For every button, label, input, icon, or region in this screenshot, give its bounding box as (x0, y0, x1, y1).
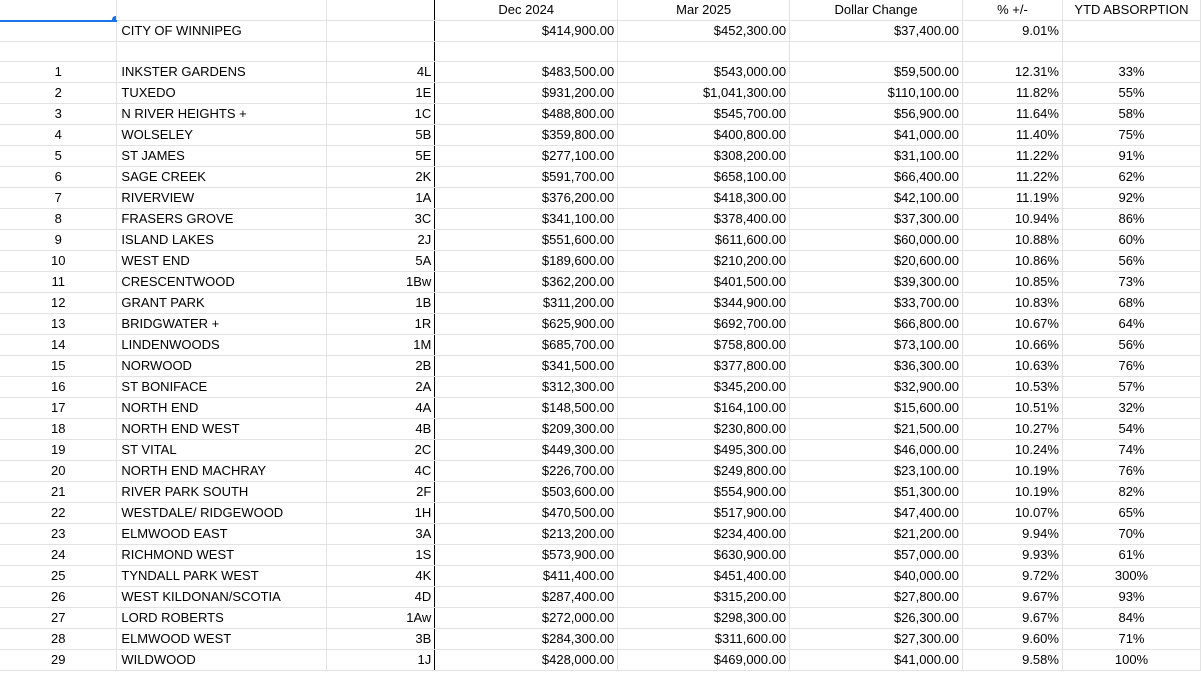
table-row (0, 608, 1201, 629)
cell-pct[interactable]: 9.93% (963, 545, 1063, 566)
cell-dollar-change[interactable]: $47,400.00 (790, 503, 963, 524)
cell-neighbourhood[interactable]: NORTH END (117, 398, 327, 419)
cell-code[interactable]: 4B (327, 419, 435, 440)
cell-ytd[interactable]: 54% (1062, 419, 1200, 440)
cell-mar[interactable]: $164,100.00 (618, 398, 790, 419)
cell-pct[interactable]: 11.19% (963, 188, 1063, 209)
cell-empty[interactable] (0, 42, 117, 62)
cell-rank[interactable]: 4 (0, 125, 117, 146)
cell-pct[interactable]: 10.19% (963, 482, 1063, 503)
cell-dec[interactable]: $277,100.00 (435, 146, 618, 167)
cell-ytd[interactable]: 75% (1062, 125, 1200, 146)
cell-rank[interactable]: 1 (0, 62, 117, 83)
cell-mar[interactable]: $1,041,300.00 (618, 83, 790, 104)
table-row (0, 230, 1201, 251)
cell-ytd[interactable]: 61% (1062, 545, 1200, 566)
cell-code[interactable]: 1A (327, 188, 435, 209)
table-row (0, 335, 1201, 356)
cell-mar[interactable]: $401,500.00 (618, 272, 790, 293)
cell-mar[interactable]: $418,300.00 (618, 188, 790, 209)
cell-dec[interactable]: $449,300.00 (435, 440, 618, 461)
cell-code[interactable]: 2F (327, 482, 435, 503)
cell-neighbourhood[interactable]: WOLSELEY (117, 125, 327, 146)
header-ytd-absorption[interactable]: YTD ABSORPTION (1062, 0, 1200, 21)
cell-mar[interactable]: $298,300.00 (618, 608, 790, 629)
table-row (0, 104, 1201, 125)
cell-ytd[interactable]: 57% (1062, 377, 1200, 398)
cell-dec[interactable]: $470,500.00 (435, 503, 618, 524)
cell-mar[interactable]: $311,600.00 (618, 629, 790, 650)
cell-pct[interactable]: 9.67% (963, 608, 1063, 629)
cell-pct[interactable]: 9.58% (963, 650, 1063, 671)
cell-mar[interactable]: $611,600.00 (618, 230, 790, 251)
cell-dec[interactable]: $625,900.00 (435, 314, 618, 335)
cell-rank[interactable]: 15 (0, 356, 117, 377)
table-row (0, 356, 1201, 377)
cell-dollar-change[interactable]: $46,000.00 (790, 440, 963, 461)
cell-ytd[interactable]: 91% (1062, 146, 1200, 167)
cell-pct[interactable]: 11.82% (963, 83, 1063, 104)
cell-ytd[interactable]: 300% (1062, 566, 1200, 587)
cell-ytd[interactable]: 56% (1062, 335, 1200, 356)
cell-code[interactable]: 3B (327, 629, 435, 650)
cell-dec[interactable]: $226,700.00 (435, 461, 618, 482)
cell-code[interactable]: 2J (327, 230, 435, 251)
cell-ytd[interactable]: 92% (1062, 188, 1200, 209)
cell-pct[interactable]: 10.85% (963, 272, 1063, 293)
cell-empty[interactable] (790, 42, 963, 62)
cell-mar[interactable]: $554,900.00 (618, 482, 790, 503)
cell-empty[interactable] (0, 21, 117, 42)
cell-neighbourhood[interactable]: RIVERVIEW (117, 188, 327, 209)
cell-dec[interactable]: $551,600.00 (435, 230, 618, 251)
cell-rank[interactable]: 17 (0, 398, 117, 419)
cell-mar[interactable]: $495,300.00 (618, 440, 790, 461)
cell-mar[interactable]: $210,200.00 (618, 251, 790, 272)
cell-empty[interactable] (327, 21, 435, 42)
cell-ytd[interactable]: 60% (1062, 230, 1200, 251)
cell-code[interactable]: 2K (327, 167, 435, 188)
cell-rank[interactable]: 11 (0, 272, 117, 293)
cell-pct[interactable]: 10.19% (963, 461, 1063, 482)
city-dec[interactable]: $414,900.00 (435, 21, 618, 42)
cell-rank[interactable]: 9 (0, 230, 117, 251)
cell-dollar-change[interactable]: $27,300.00 (790, 629, 963, 650)
cell-code[interactable]: 1C (327, 104, 435, 125)
cell-dec[interactable]: $148,500.00 (435, 398, 618, 419)
cell-dollar-change[interactable]: $66,800.00 (790, 314, 963, 335)
table-row (0, 398, 1201, 419)
cell-neighbourhood[interactable]: TUXEDO (117, 83, 327, 104)
header-mar[interactable]: Mar 2025 (618, 0, 790, 21)
cell-rank[interactable]: 7 (0, 188, 117, 209)
table-row (0, 125, 1201, 146)
cell-rank[interactable]: 20 (0, 461, 117, 482)
cell-dollar-change[interactable]: $23,100.00 (790, 461, 963, 482)
cell-pct[interactable]: 10.66% (963, 335, 1063, 356)
cell-dec[interactable]: $931,200.00 (435, 83, 618, 104)
cell-code[interactable]: 1H (327, 503, 435, 524)
cell-mar[interactable]: $249,800.00 (618, 461, 790, 482)
cell-pct[interactable]: 10.27% (963, 419, 1063, 440)
cell-mar[interactable]: $315,200.00 (618, 587, 790, 608)
cell-code[interactable]: 1Aw (327, 608, 435, 629)
cell-ytd[interactable]: 93% (1062, 587, 1200, 608)
cell-ytd[interactable]: 73% (1062, 272, 1200, 293)
cell-mar[interactable]: $451,400.00 (618, 566, 790, 587)
cell-dec[interactable]: $362,200.00 (435, 272, 618, 293)
cell-dollar-change[interactable]: $41,000.00 (790, 125, 963, 146)
cell-dollar-change[interactable]: $37,300.00 (790, 209, 963, 230)
cell-dec[interactable]: $685,700.00 (435, 335, 618, 356)
cell-dollar-change[interactable]: $73,100.00 (790, 335, 963, 356)
cell-neighbourhood[interactable]: ST BONIFACE (117, 377, 327, 398)
city-change[interactable]: $37,400.00 (790, 21, 963, 42)
table-row (0, 146, 1201, 167)
cell-empty[interactable] (327, 42, 435, 62)
cell-neighbourhood[interactable]: ISLAND LAKES (117, 230, 327, 251)
cell-rank[interactable]: 28 (0, 629, 117, 650)
cell-dollar-change[interactable]: $110,100.00 (790, 83, 963, 104)
cell-ytd[interactable]: 65% (1062, 503, 1200, 524)
table-row (0, 188, 1201, 209)
cell-ytd[interactable]: 56% (1062, 251, 1200, 272)
cell-dec[interactable]: $591,700.00 (435, 167, 618, 188)
table-row (0, 461, 1201, 482)
cell-mar[interactable]: $692,700.00 (618, 314, 790, 335)
cell-code[interactable]: 3A (327, 524, 435, 545)
table-row (0, 524, 1201, 545)
selection-handle[interactable] (111, 15, 117, 21)
cell-dollar-change[interactable]: $15,600.00 (790, 398, 963, 419)
cell-ytd[interactable]: 100% (1062, 650, 1200, 671)
cell-dollar-change[interactable]: $39,300.00 (790, 272, 963, 293)
header-row (0, 0, 1201, 21)
cell-ytd[interactable]: 82% (1062, 482, 1200, 503)
cell-neighbourhood[interactable]: LINDENWOODS (117, 335, 327, 356)
cell-rank[interactable]: 25 (0, 566, 117, 587)
cell-rank[interactable]: 12 (0, 293, 117, 314)
cell-dec[interactable]: $287,400.00 (435, 587, 618, 608)
cell-pct[interactable]: 9.67% (963, 587, 1063, 608)
cell-mar[interactable]: $230,800.00 (618, 419, 790, 440)
city-mar[interactable]: $452,300.00 (618, 21, 790, 42)
cell-dollar-change[interactable]: $41,000.00 (790, 650, 963, 671)
cell-dec[interactable]: $312,300.00 (435, 377, 618, 398)
cell-dollar-change[interactable]: $36,300.00 (790, 356, 963, 377)
cell-neighbourhood[interactable]: WEST KILDONAN/SCOTIA (117, 587, 327, 608)
city-name[interactable]: CITY OF WINNIPEG (117, 21, 327, 42)
cell-rank[interactable]: 22 (0, 503, 117, 524)
cell-code[interactable]: 4C (327, 461, 435, 482)
cell-ytd[interactable]: 32% (1062, 398, 1200, 419)
cell-mar[interactable]: $344,900.00 (618, 293, 790, 314)
cell-ytd[interactable]: 86% (1062, 209, 1200, 230)
cell-code[interactable]: 1R (327, 314, 435, 335)
cell-rank[interactable]: 2 (0, 83, 117, 104)
cell-ytd[interactable]: 76% (1062, 356, 1200, 377)
header-dollar-change[interactable]: Dollar Change (790, 0, 963, 21)
cell-dec[interactable]: $284,300.00 (435, 629, 618, 650)
cell-mar[interactable]: $658,100.00 (618, 167, 790, 188)
cell-neighbourhood[interactable]: FRASERS GROVE (117, 209, 327, 230)
cell-neighbourhood[interactable]: RICHMOND WEST (117, 545, 327, 566)
cell-pct[interactable]: 10.07% (963, 503, 1063, 524)
table-row (0, 62, 1201, 83)
cell-dollar-change[interactable]: $56,900.00 (790, 104, 963, 125)
cell-pct[interactable]: 11.22% (963, 167, 1063, 188)
cell-neighbourhood[interactable]: SAGE CREEK (117, 167, 327, 188)
cell-empty[interactable] (618, 42, 790, 62)
cell-mar[interactable]: $378,400.00 (618, 209, 790, 230)
cell-ytd[interactable]: 68% (1062, 293, 1200, 314)
cell-neighbourhood[interactable]: BRIDGWATER + (117, 314, 327, 335)
cell-ytd[interactable]: 62% (1062, 167, 1200, 188)
cell-rank[interactable]: 29 (0, 650, 117, 671)
cell-dollar-change[interactable]: $21,500.00 (790, 419, 963, 440)
cell-rank[interactable]: 19 (0, 440, 117, 461)
cell-empty[interactable] (1062, 42, 1200, 62)
cell-code[interactable]: 5A (327, 251, 435, 272)
cell-mar[interactable]: $469,000.00 (618, 650, 790, 671)
cell-dollar-change[interactable]: $60,000.00 (790, 230, 963, 251)
cell-rank[interactable]: 3 (0, 104, 117, 125)
cell-dollar-change[interactable]: $20,600.00 (790, 251, 963, 272)
cell-rank[interactable]: 13 (0, 314, 117, 335)
cell-dollar-change[interactable]: $27,800.00 (790, 587, 963, 608)
cell-dec[interactable]: $428,000.00 (435, 650, 618, 671)
cell-dollar-change[interactable]: $57,000.00 (790, 545, 963, 566)
cell-dec[interactable]: $341,500.00 (435, 356, 618, 377)
cell-code[interactable]: 2C (327, 440, 435, 461)
table-row (0, 272, 1201, 293)
table-row (0, 650, 1201, 671)
table-row (0, 251, 1201, 272)
cell-header-empty[interactable] (327, 0, 435, 21)
cell-mar[interactable]: $345,200.00 (618, 377, 790, 398)
cell-pct[interactable]: 9.72% (963, 566, 1063, 587)
cell-header-empty[interactable] (117, 0, 327, 21)
cell-dec[interactable]: $488,800.00 (435, 104, 618, 125)
cell-mar[interactable]: $400,800.00 (618, 125, 790, 146)
cell-code[interactable]: 1E (327, 83, 435, 104)
cell-rank[interactable]: 24 (0, 545, 117, 566)
cell-pct[interactable]: 11.64% (963, 104, 1063, 125)
cell-neighbourhood[interactable]: WEST END (117, 251, 327, 272)
cell-neighbourhood[interactable]: CRESCENTWOOD (117, 272, 327, 293)
header-pct[interactable]: % +/- (963, 0, 1063, 21)
cell-dollar-change[interactable]: $32,900.00 (790, 377, 963, 398)
cell-dec[interactable]: $376,200.00 (435, 188, 618, 209)
cell-mar[interactable]: $543,000.00 (618, 62, 790, 83)
cell-rank[interactable]: 26 (0, 587, 117, 608)
cell-dollar-change[interactable]: $42,100.00 (790, 188, 963, 209)
cell-mar[interactable]: $758,800.00 (618, 335, 790, 356)
city-pct[interactable]: 9.01% (963, 21, 1063, 42)
cell-code[interactable]: 1J (327, 650, 435, 671)
cell-dollar-change[interactable]: $33,700.00 (790, 293, 963, 314)
table-row (0, 503, 1201, 524)
cell-neighbourhood[interactable]: TYNDALL PARK WEST (117, 566, 327, 587)
cell-rank[interactable]: 14 (0, 335, 117, 356)
cell-dec[interactable]: $311,200.00 (435, 293, 618, 314)
cell-ytd[interactable]: 33% (1062, 62, 1200, 83)
table-row (0, 566, 1201, 587)
table-row (0, 83, 1201, 104)
cell-empty[interactable] (435, 42, 618, 62)
cell-neighbourhood[interactable]: WILDWOOD (117, 650, 327, 671)
cell-neighbourhood[interactable]: WESTDALE/ RIDGEWOOD (117, 503, 327, 524)
cell-code[interactable]: 3C (327, 209, 435, 230)
cell-code[interactable]: 1Bw (327, 272, 435, 293)
table-row (0, 587, 1201, 608)
cell-dollar-change[interactable]: $26,300.00 (790, 608, 963, 629)
table-row (0, 482, 1201, 503)
cell-neighbourhood[interactable]: ELMWOOD WEST (117, 629, 327, 650)
cell-rank[interactable]: 6 (0, 167, 117, 188)
cell-dec[interactable]: $359,800.00 (435, 125, 618, 146)
table-row (0, 167, 1201, 188)
cell-mar[interactable]: $545,700.00 (618, 104, 790, 125)
cell-rank[interactable]: 8 (0, 209, 117, 230)
cell-rank[interactable]: 27 (0, 608, 117, 629)
cell-mar[interactable]: $308,200.00 (618, 146, 790, 167)
cell-dec[interactable]: $213,200.00 (435, 524, 618, 545)
cell-rank[interactable]: 23 (0, 524, 117, 545)
cell-pct[interactable]: 10.83% (963, 293, 1063, 314)
header-dec[interactable]: Dec 2024 (435, 0, 618, 21)
cell-dollar-change[interactable]: $40,000.00 (790, 566, 963, 587)
table-row (0, 314, 1201, 335)
cell-ytd[interactable]: 64% (1062, 314, 1200, 335)
table-row (0, 629, 1201, 650)
cell-pct[interactable]: 10.67% (963, 314, 1063, 335)
cell-pct[interactable]: 10.94% (963, 209, 1063, 230)
cell-dec[interactable]: $189,600.00 (435, 251, 618, 272)
cell-rank[interactable]: 18 (0, 419, 117, 440)
cell-empty[interactable] (117, 42, 327, 62)
cell-ytd[interactable]: 55% (1062, 83, 1200, 104)
cell-pct[interactable]: 10.51% (963, 398, 1063, 419)
table-row (0, 293, 1201, 314)
cell-empty[interactable] (1062, 21, 1200, 42)
table-row (0, 377, 1201, 398)
cell-dec[interactable]: $341,100.00 (435, 209, 618, 230)
cell-code[interactable]: 1M (327, 335, 435, 356)
cell-pct[interactable]: 10.24% (963, 440, 1063, 461)
cell-pct[interactable]: 10.53% (963, 377, 1063, 398)
cell-ytd[interactable]: 58% (1062, 104, 1200, 125)
cell-pct[interactable]: 11.22% (963, 146, 1063, 167)
cell-code[interactable]: 4A (327, 398, 435, 419)
table-row (0, 440, 1201, 461)
cell-dollar-change[interactable]: $31,100.00 (790, 146, 963, 167)
cell-pct[interactable]: 10.88% (963, 230, 1063, 251)
cell-dec[interactable]: $411,400.00 (435, 566, 618, 587)
cell-dec[interactable]: $272,000.00 (435, 608, 618, 629)
cell-dollar-change[interactable]: $59,500.00 (790, 62, 963, 83)
cell-neighbourhood[interactable]: GRANT PARK (117, 293, 327, 314)
cell-pct[interactable]: 11.40% (963, 125, 1063, 146)
cell-ytd[interactable]: 71% (1062, 629, 1200, 650)
cell-dec[interactable]: $483,500.00 (435, 62, 618, 83)
cell-pct[interactable]: 9.60% (963, 629, 1063, 650)
cell-neighbourhood[interactable]: N RIVER HEIGHTS + (117, 104, 327, 125)
cell-mar[interactable]: $630,900.00 (618, 545, 790, 566)
cell-dec[interactable]: $573,900.00 (435, 545, 618, 566)
cell-neighbourhood[interactable]: NORWOOD (117, 356, 327, 377)
cell-mar[interactable]: $377,800.00 (618, 356, 790, 377)
cell-neighbourhood[interactable]: INKSTER GARDENS (117, 62, 327, 83)
cell-code[interactable]: 4D (327, 587, 435, 608)
cell-code[interactable]: 4L (327, 62, 435, 83)
cell-code[interactable]: 4K (327, 566, 435, 587)
cell-rank[interactable]: 10 (0, 251, 117, 272)
cell-code[interactable]: 5B (327, 125, 435, 146)
table-row (0, 545, 1201, 566)
cell-neighbourhood[interactable]: NORTH END MACHRAY (117, 461, 327, 482)
cell-pct[interactable]: 10.86% (963, 251, 1063, 272)
cell-ytd[interactable]: 74% (1062, 440, 1200, 461)
cell-dollar-change[interactable]: $51,300.00 (790, 482, 963, 503)
cell-ytd[interactable]: 76% (1062, 461, 1200, 482)
cell-rank[interactable]: 5 (0, 146, 117, 167)
city-row (0, 21, 1201, 42)
cell-pct[interactable]: 9.94% (963, 524, 1063, 545)
cell-pct[interactable]: 12.31% (963, 62, 1063, 83)
cell-code[interactable]: 5E (327, 146, 435, 167)
cell-pct[interactable]: 10.63% (963, 356, 1063, 377)
cell-empty[interactable] (963, 42, 1063, 62)
cell-neighbourhood[interactable]: LORD ROBERTS (117, 608, 327, 629)
cell-rank[interactable]: 16 (0, 377, 117, 398)
cell-dec[interactable]: $209,300.00 (435, 419, 618, 440)
cell-code[interactable]: 2B (327, 356, 435, 377)
cell-ytd[interactable]: 84% (1062, 608, 1200, 629)
cell-code[interactable]: 1S (327, 545, 435, 566)
spacer-row (0, 42, 1201, 62)
cell-mar[interactable]: $234,400.00 (618, 524, 790, 545)
cell-neighbourhood[interactable]: ST JAMES (117, 146, 327, 167)
cell-code[interactable]: 2A (327, 377, 435, 398)
cell-dollar-change[interactable]: $66,400.00 (790, 167, 963, 188)
cell-neighbourhood[interactable]: ST VITAL (117, 440, 327, 461)
cell-a1[interactable] (0, 0, 117, 21)
cell-neighbourhood[interactable]: NORTH END WEST (117, 419, 327, 440)
cell-code[interactable]: 1B (327, 293, 435, 314)
cell-dollar-change[interactable]: $21,200.00 (790, 524, 963, 545)
table-row (0, 419, 1201, 440)
cell-rank[interactable]: 21 (0, 482, 117, 503)
table-row (0, 209, 1201, 230)
cell-ytd[interactable]: 70% (1062, 524, 1200, 545)
cell-mar[interactable]: $517,900.00 (618, 503, 790, 524)
cell-neighbourhood[interactable]: ELMWOOD EAST (117, 524, 327, 545)
cell-dec[interactable]: $503,600.00 (435, 482, 618, 503)
cell-neighbourhood[interactable]: RIVER PARK SOUTH (117, 482, 327, 503)
